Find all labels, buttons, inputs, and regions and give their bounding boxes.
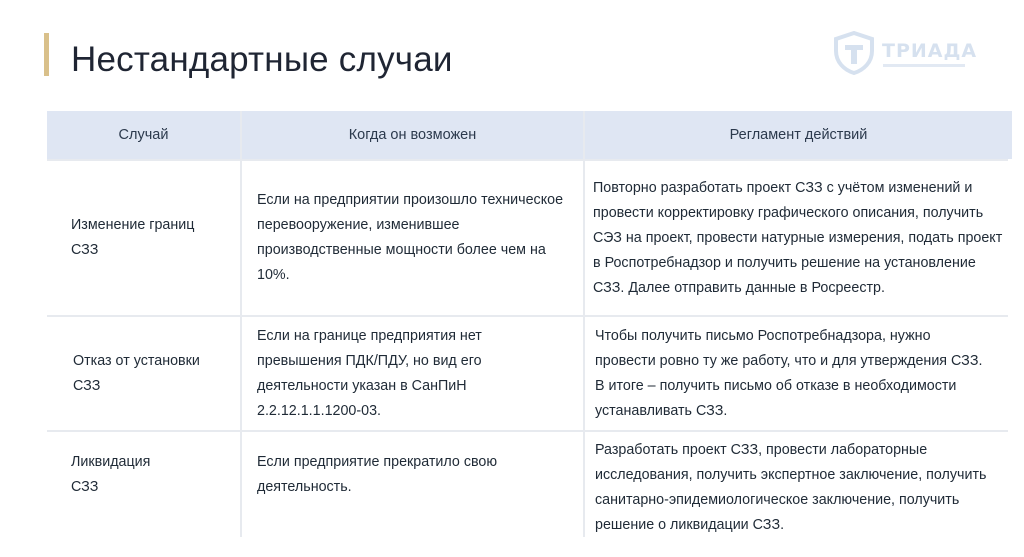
table-cell-procedure [585, 317, 1012, 430]
column-header-when: Когда он возможен [242, 111, 583, 159]
case-text: Изменение границ СЗЗ [71, 217, 195, 258]
table-cell-procedure [585, 432, 1012, 543]
column-header-procedure: Регламент действий [585, 111, 1012, 159]
case-text: Ликвидация СЗЗ [71, 454, 151, 495]
table-cell-case [47, 317, 240, 430]
table-cell-when [242, 432, 583, 543]
table-cell-when [242, 161, 583, 315]
cases-table [47, 111, 1008, 537]
when-text: Если на предприятии произошло техническое перевооружение, изменившее производственные мощности более чем на 10%. [257, 192, 564, 283]
logo-underline [883, 64, 965, 67]
logo-text: ТРИАДА [882, 40, 978, 62]
table-cell-case [47, 432, 240, 543]
column-header-case: Случай [47, 111, 240, 159]
table-cell-when [242, 317, 583, 430]
when-text: Если на границе предприятия нет превышения ПДК/ПДУ, но вид его деятельности указан в СанПиН 2.2.12.1.1.1200-03. [257, 327, 482, 419]
table-cell-procedure [585, 161, 1012, 315]
title-accent-bar [44, 33, 49, 76]
procedure-text: Чтобы получить письмо Роспотребнадзора, нужно провести ровно ту же работу, что и для утверждения СЗЗ. В итоге – получить письмо об отказе в необходимости устанавливать СЗЗ. [595, 327, 983, 419]
procedure-text: Повторно разработать проект СЗЗ с учётом изменений и провести корректировку графического описания, получить СЭЗ на проект, провести натурные измерения, подать проект в Роспотребнадзор и получить решение на установление СЗЗ. Далее отправить данные в Росреестр. [593, 179, 1003, 296]
table-cell-case [47, 161, 240, 315]
when-text: Если предприятие прекратило свою деятельность. [257, 454, 498, 495]
page-title: Нестандартные случаи [71, 40, 453, 79]
case-text: Отказ от установки СЗЗ [73, 352, 200, 394]
procedure-text: Разработать проект СЗЗ, провести лабораторные исследования, получить экспертное заключение, получить санитарно-эпидемиологическое заключение, получить решение о ликвидации СЗЗ. [595, 441, 987, 533]
shield-logo-icon [833, 31, 875, 75]
company-logo [833, 31, 978, 77]
